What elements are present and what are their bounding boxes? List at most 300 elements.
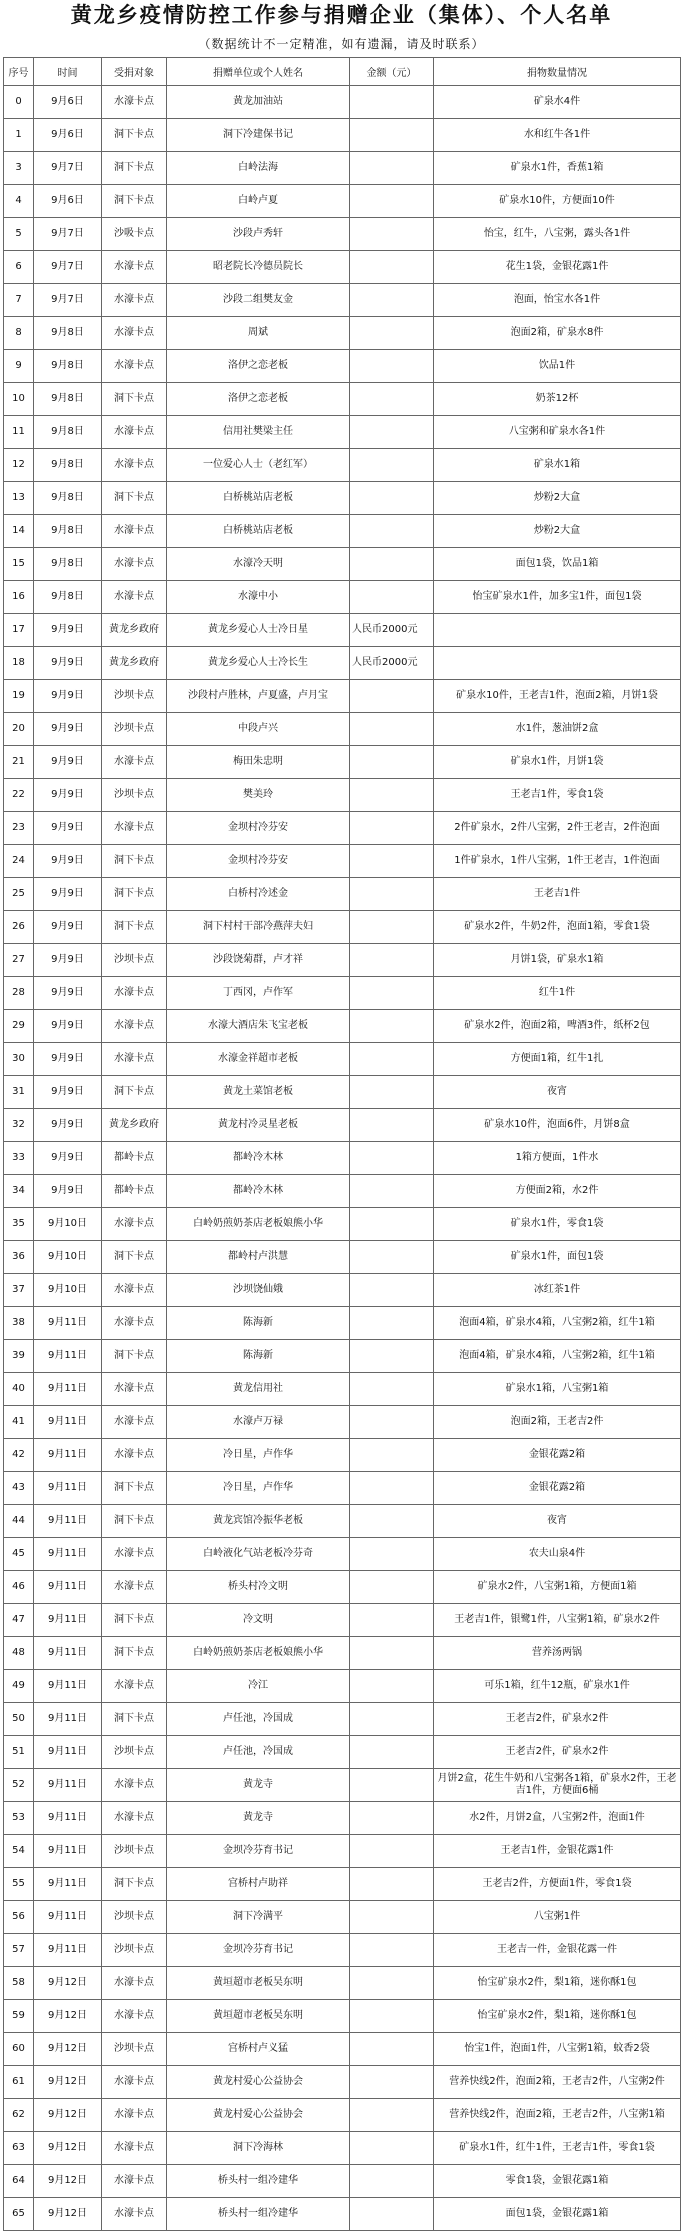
table-row [4,812,681,845]
cell-index: 40 [4,1373,34,1406]
cell-date: 9月12日 [34,1967,102,2000]
table-row [4,1703,681,1736]
table-row [4,548,681,581]
cell-items: 八宝粥和矿泉水各1件 [434,416,681,449]
cell-date: 9月9日 [34,944,102,977]
table-header-row [4,58,681,86]
cell-amount [350,482,434,515]
cell-index: 45 [4,1538,34,1571]
cell-donor: 水濠中小 [167,581,350,614]
cell-date: 9月12日 [34,2000,102,2033]
header-items: 捐物数量情况 [434,58,681,86]
table-row [4,1307,681,1340]
cell-date: 9月8日 [34,581,102,614]
cell-amount [350,1967,434,2000]
cell-index: 16 [4,581,34,614]
cell-items: 水2件，月饼2盒，八宝粥2件，泡面1件 [434,1802,681,1835]
cell-date: 9月9日 [34,1043,102,1076]
cell-date: 9月11日 [34,1307,102,1340]
cell-items: 营养快线2件，泡面2箱，王老吉2件，八宝粥2件 [434,2066,681,2099]
cell-donor: 一位爱心人士（老红军） [167,449,350,482]
cell-date: 9月9日 [34,1175,102,1208]
cell-index: 14 [4,515,34,548]
cell-recipient: 水濠卡点 [102,515,167,548]
table-row [4,1505,681,1538]
cell-amount [350,548,434,581]
cell-index: 52 [4,1769,34,1802]
header-donor: 捐赠单位或个人姓名 [167,58,350,86]
cell-amount [350,1835,434,1868]
cell-donor: 桥头村一组冷建华 [167,2198,350,2231]
cell-items: 2件矿泉水，2件八宝粥，2件王老吉，2件泡面 [434,812,681,845]
cell-recipient: 沙坝卡点 [102,1736,167,1769]
cell-amount: 人民币2000元 [350,614,434,647]
cell-recipient: 水濠卡点 [102,1571,167,1604]
table-row [4,1835,681,1868]
cell-date: 9月8日 [34,416,102,449]
cell-amount [350,251,434,284]
table-row [4,1274,681,1307]
cell-date: 9月10日 [34,1274,102,1307]
cell-index: 36 [4,1241,34,1274]
cell-donor: 樊美玲 [167,779,350,812]
cell-donor: 梅田朱忠明 [167,746,350,779]
cell-donor: 金坝冷芬育书记 [167,1835,350,1868]
cell-amount [350,746,434,779]
cell-amount [350,1901,434,1934]
cell-index: 29 [4,1010,34,1043]
cell-amount [350,2066,434,2099]
cell-donor: 黄龙乡爱心人士冷日星 [167,614,350,647]
cell-items: 怡宝矿泉水2件，梨1箱，迷你酥1包 [434,2000,681,2033]
cell-index: 24 [4,845,34,878]
cell-donor: 白桥村冷述金 [167,878,350,911]
cell-index: 54 [4,1835,34,1868]
cell-items: 王老吉1件，金银花露1件 [434,1835,681,1868]
cell-amount [350,284,434,317]
cell-date: 9月8日 [34,548,102,581]
cell-donor: 黄垣超市老板吴东明 [167,1967,350,2000]
table-row [4,1142,681,1175]
cell-date: 9月6日 [34,185,102,218]
cell-donor: 卢任池，冷国成 [167,1703,350,1736]
table-row [4,218,681,251]
table-row [4,119,681,152]
cell-recipient: 水濠卡点 [102,548,167,581]
cell-amount [350,1736,434,1769]
cell-items: 王老吉1件 [434,878,681,911]
cell-amount [350,1571,434,1604]
cell-recipient: 都岭卡点 [102,1175,167,1208]
table-row [4,1967,681,2000]
cell-recipient: 水濠卡点 [102,2165,167,2198]
cell-donor: 洛伊之恋老板 [167,350,350,383]
cell-amount: 人民币2000元 [350,647,434,680]
cell-donor: 水濠冷天明 [167,548,350,581]
cell-index: 39 [4,1340,34,1373]
cell-recipient: 洞下卡点 [102,1472,167,1505]
cell-donor: 白岭液化气站老板冷芬奇 [167,1538,350,1571]
cell-recipient: 洞下卡点 [102,119,167,152]
cell-donor: 沙段二组樊友金 [167,284,350,317]
table-row [4,1373,681,1406]
cell-recipient: 水濠卡点 [102,1043,167,1076]
table-row [4,2132,681,2165]
cell-items: 矿泉水4件 [434,86,681,119]
table-row [4,746,681,779]
table-row [4,647,681,680]
cell-recipient: 水濠卡点 [102,746,167,779]
cell-date: 9月8日 [34,449,102,482]
cell-items: 王老吉2件，矿泉水2件 [434,1736,681,1769]
cell-amount [350,944,434,977]
cell-index: 44 [4,1505,34,1538]
cell-date: 9月11日 [34,1340,102,1373]
cell-items: 红牛1件 [434,977,681,1010]
cell-recipient: 水濠卡点 [102,1010,167,1043]
cell-index: 55 [4,1868,34,1901]
cell-donor: 都岭冷木林 [167,1175,350,1208]
cell-recipient: 黄龙乡政府 [102,1109,167,1142]
cell-date: 9月8日 [34,482,102,515]
cell-date: 9月8日 [34,515,102,548]
cell-date: 9月9日 [34,680,102,713]
cell-amount [350,977,434,1010]
cell-donor: 冷江 [167,1670,350,1703]
cell-amount [350,416,434,449]
cell-index: 56 [4,1901,34,1934]
cell-donor: 冷文明 [167,1604,350,1637]
cell-date: 9月9日 [34,746,102,779]
cell-recipient: 洞下卡点 [102,1703,167,1736]
cell-index: 15 [4,548,34,581]
cell-donor: 中段卢兴 [167,713,350,746]
cell-donor: 卢任池，冷国成 [167,1736,350,1769]
cell-index: 57 [4,1934,34,1967]
cell-donor: 沙段卢秀轩 [167,218,350,251]
table-row [4,482,681,515]
cell-date: 9月7日 [34,251,102,284]
table-row [4,1934,681,1967]
cell-donor: 白岭奶煎奶茶店老板娘熊小华 [167,1208,350,1241]
table-row [4,878,681,911]
table-row [4,1109,681,1142]
cell-items: 矿泉水1件，香蕉1箱 [434,152,681,185]
cell-recipient: 沙坝卡点 [102,680,167,713]
cell-amount [350,2165,434,2198]
cell-items: 方便面2箱，水2件 [434,1175,681,1208]
cell-index: 46 [4,1571,34,1604]
cell-amount [350,2132,434,2165]
cell-date: 9月7日 [34,152,102,185]
cell-donor: 白桥桃站店老板 [167,515,350,548]
cell-items: 矿泉水10件，方便面10件 [434,185,681,218]
cell-donor: 洞下冷建保书记 [167,119,350,152]
cell-items: 金银花露2箱 [434,1472,681,1505]
cell-amount [350,317,434,350]
cell-index: 10 [4,383,34,416]
cell-items: 冰红茶1件 [434,1274,681,1307]
cell-donor: 白岭卢夏 [167,185,350,218]
cell-index: 7 [4,284,34,317]
cell-amount [350,1505,434,1538]
cell-date: 9月9日 [34,713,102,746]
cell-donor: 白岭法海 [167,152,350,185]
cell-donor: 沙坝饶仙娥 [167,1274,350,1307]
cell-index: 35 [4,1208,34,1241]
cell-recipient: 水濠卡点 [102,317,167,350]
cell-amount [350,2033,434,2066]
cell-items: 金银花露2箱 [434,1439,681,1472]
cell-items: 泡面4箱，矿泉水4箱，八宝粥2箱，红牛1箱 [434,1340,681,1373]
table-row [4,1208,681,1241]
cell-donor: 黄龙信用社 [167,1373,350,1406]
cell-date: 9月9日 [34,878,102,911]
cell-donor: 黄龙村冷灵星老板 [167,1109,350,1142]
cell-recipient: 水濠卡点 [102,812,167,845]
cell-donor: 白桥桃站店老板 [167,482,350,515]
cell-donor: 陈海新 [167,1340,350,1373]
cell-index: 34 [4,1175,34,1208]
table-row [4,614,681,647]
cell-amount [350,1538,434,1571]
header-amount: 金额（元） [350,58,434,86]
cell-index: 37 [4,1274,34,1307]
cell-recipient: 水濠卡点 [102,2000,167,2033]
cell-donor: 黄龙寺 [167,1802,350,1835]
table-row [4,977,681,1010]
cell-donor: 丁西冈，卢作军 [167,977,350,1010]
cell-amount [350,1175,434,1208]
cell-amount [350,1637,434,1670]
cell-index: 25 [4,878,34,911]
cell-donor: 洞下冷海林 [167,2132,350,2165]
cell-donor: 信用社樊梁主任 [167,416,350,449]
cell-date: 9月9日 [34,845,102,878]
cell-index: 22 [4,779,34,812]
cell-amount [350,152,434,185]
cell-recipient: 洞下卡点 [102,1340,167,1373]
cell-date: 9月12日 [34,2099,102,2132]
cell-items: 泡面2箱，王老吉2件 [434,1406,681,1439]
cell-index: 1 [4,119,34,152]
cell-items: 王老吉2件，方便面1件，零食1袋 [434,1868,681,1901]
cell-date: 9月11日 [34,1835,102,1868]
cell-donor: 陈海新 [167,1307,350,1340]
cell-date: 9月11日 [34,1703,102,1736]
cell-recipient: 沙坝卡点 [102,1901,167,1934]
table-row [4,2165,681,2198]
cell-recipient: 洞下卡点 [102,482,167,515]
cell-amount [350,1043,434,1076]
table-row [4,1604,681,1637]
cell-items: 矿泉水2件，八宝粥1箱，方便面1箱 [434,1571,681,1604]
table-row [4,416,681,449]
cell-date: 9月9日 [34,647,102,680]
cell-donor: 冷日星，卢作华 [167,1439,350,1472]
cell-items [434,614,681,647]
cell-donor: 洛伊之恋老板 [167,383,350,416]
cell-index: 13 [4,482,34,515]
cell-recipient: 洞下卡点 [102,1604,167,1637]
cell-date: 9月6日 [34,119,102,152]
cell-amount [350,812,434,845]
table-row [4,251,681,284]
cell-recipient: 水濠卡点 [102,1538,167,1571]
cell-index: 61 [4,2066,34,2099]
cell-recipient: 水濠卡点 [102,1439,167,1472]
cell-recipient: 沙坝卡点 [102,2033,167,2066]
cell-items: 矿泉水2件，泡面2箱，啤酒3件，纸杯2包 [434,1010,681,1043]
cell-recipient: 沙坝卡点 [102,1835,167,1868]
table-row [4,911,681,944]
cell-items: 可乐1箱，红牛12瓶，矿泉水1件 [434,1670,681,1703]
cell-date: 9月9日 [34,812,102,845]
cell-items: 1箱方便面，1件水 [434,1142,681,1175]
header-date: 时间 [34,58,102,86]
cell-index: 17 [4,614,34,647]
table-row [4,1043,681,1076]
cell-donor: 金坝村冷芬安 [167,845,350,878]
cell-recipient: 水濠卡点 [102,284,167,317]
cell-amount [350,1307,434,1340]
table-row [4,1538,681,1571]
cell-recipient: 水濠卡点 [102,1769,167,1802]
table-row [4,779,681,812]
cell-date: 9月12日 [34,2033,102,2066]
cell-date: 9月8日 [34,383,102,416]
cell-donor: 黄龙乡爱心人士冷长生 [167,647,350,680]
cell-recipient: 水濠卡点 [102,2066,167,2099]
cell-date: 9月9日 [34,911,102,944]
cell-index: 30 [4,1043,34,1076]
cell-date: 9月11日 [34,1538,102,1571]
cell-recipient: 洞下卡点 [102,1241,167,1274]
cell-donor: 周斌 [167,317,350,350]
cell-items: 怡宝矿泉水2件，梨1箱，迷你酥1包 [434,1967,681,2000]
cell-date: 9月9日 [34,779,102,812]
cell-amount [350,1868,434,1901]
cell-items: 王老吉一件，金银花露一件 [434,1934,681,1967]
cell-amount [350,581,434,614]
cell-index: 20 [4,713,34,746]
cell-amount [350,185,434,218]
table-row [4,185,681,218]
cell-index: 50 [4,1703,34,1736]
table-row [4,1472,681,1505]
table-row [4,2033,681,2066]
cell-date: 9月11日 [34,1637,102,1670]
cell-recipient: 洞下卡点 [102,383,167,416]
cell-amount [350,1802,434,1835]
cell-amount [350,383,434,416]
cell-items: 零食1袋，金银花露1箱 [434,2165,681,2198]
table-row [4,1010,681,1043]
cell-recipient: 水濠卡点 [102,2132,167,2165]
cell-amount [350,1604,434,1637]
cell-index: 48 [4,1637,34,1670]
cell-recipient: 水濠卡点 [102,449,167,482]
cell-items: 炒粉2大盒 [434,482,681,515]
cell-amount [350,845,434,878]
cell-index: 64 [4,2165,34,2198]
cell-items: 矿泉水1件，月饼1袋 [434,746,681,779]
cell-date: 9月9日 [34,614,102,647]
table-row [4,713,681,746]
cell-amount [350,515,434,548]
cell-items: 月饼1袋，矿泉水1箱 [434,944,681,977]
cell-items: 矿泉水2件，牛奶2件，泡面1箱，零食1袋 [434,911,681,944]
cell-index: 27 [4,944,34,977]
cell-index: 59 [4,2000,34,2033]
cell-index: 6 [4,251,34,284]
table-row [4,1076,681,1109]
cell-donor: 金坝冷芬育书记 [167,1934,350,1967]
cell-index: 8 [4,317,34,350]
cell-amount [350,1208,434,1241]
cell-items: 泡面，怡宝水各1件 [434,284,681,317]
cell-date: 9月11日 [34,1373,102,1406]
cell-recipient: 水濠卡点 [102,1373,167,1406]
cell-items: 矿泉水10件，王老吉1件，泡面2箱，月饼1袋 [434,680,681,713]
cell-items: 营养快线2件，泡面2箱，王老吉2件，八宝粥1箱 [434,2099,681,2132]
cell-recipient: 洞下卡点 [102,845,167,878]
cell-date: 9月11日 [34,1604,102,1637]
cell-amount [350,119,434,152]
cell-index: 60 [4,2033,34,2066]
cell-recipient: 沙坝卡点 [102,1934,167,1967]
cell-index: 19 [4,680,34,713]
cell-index: 9 [4,350,34,383]
cell-date: 9月12日 [34,2132,102,2165]
cell-recipient: 水濠卡点 [102,1406,167,1439]
cell-date: 9月7日 [34,218,102,251]
cell-items: 矿泉水10件，泡面6件，月饼8盒 [434,1109,681,1142]
cell-donor: 沙段村卢胜林，卢夏盛，卢月宝 [167,680,350,713]
cell-index: 21 [4,746,34,779]
cell-items: 1件矿泉水，1件八宝粥，1件王老吉，1件泡面 [434,845,681,878]
cell-amount [350,86,434,119]
cell-items: 矿泉水1箱 [434,449,681,482]
cell-amount [350,779,434,812]
table-row [4,383,681,416]
cell-items: 营养汤两锅 [434,1637,681,1670]
cell-date: 9月9日 [34,1076,102,1109]
cell-items: 面包1袋，金银花露1箱 [434,2198,681,2231]
table-row [4,1802,681,1835]
cell-recipient: 水濠卡点 [102,1208,167,1241]
cell-index: 53 [4,1802,34,1835]
table-row [4,2198,681,2231]
cell-items: 饮品1件 [434,350,681,383]
cell-amount [350,1076,434,1109]
cell-donor: 黄龙村爱心公益协会 [167,2099,350,2132]
cell-date: 9月9日 [34,1109,102,1142]
cell-recipient: 沙吸卡点 [102,218,167,251]
cell-donor: 宫桥村卢义猛 [167,2033,350,2066]
cell-items: 夜宵 [434,1076,681,1109]
cell-date: 9月10日 [34,1241,102,1274]
cell-index: 33 [4,1142,34,1175]
cell-amount [350,1472,434,1505]
cell-amount [350,1439,434,1472]
table-row [4,1769,681,1802]
cell-items: 矿泉水1件，面包1袋 [434,1241,681,1274]
cell-amount [350,713,434,746]
table-row [4,1175,681,1208]
cell-index: 62 [4,2099,34,2132]
cell-index: 38 [4,1307,34,1340]
